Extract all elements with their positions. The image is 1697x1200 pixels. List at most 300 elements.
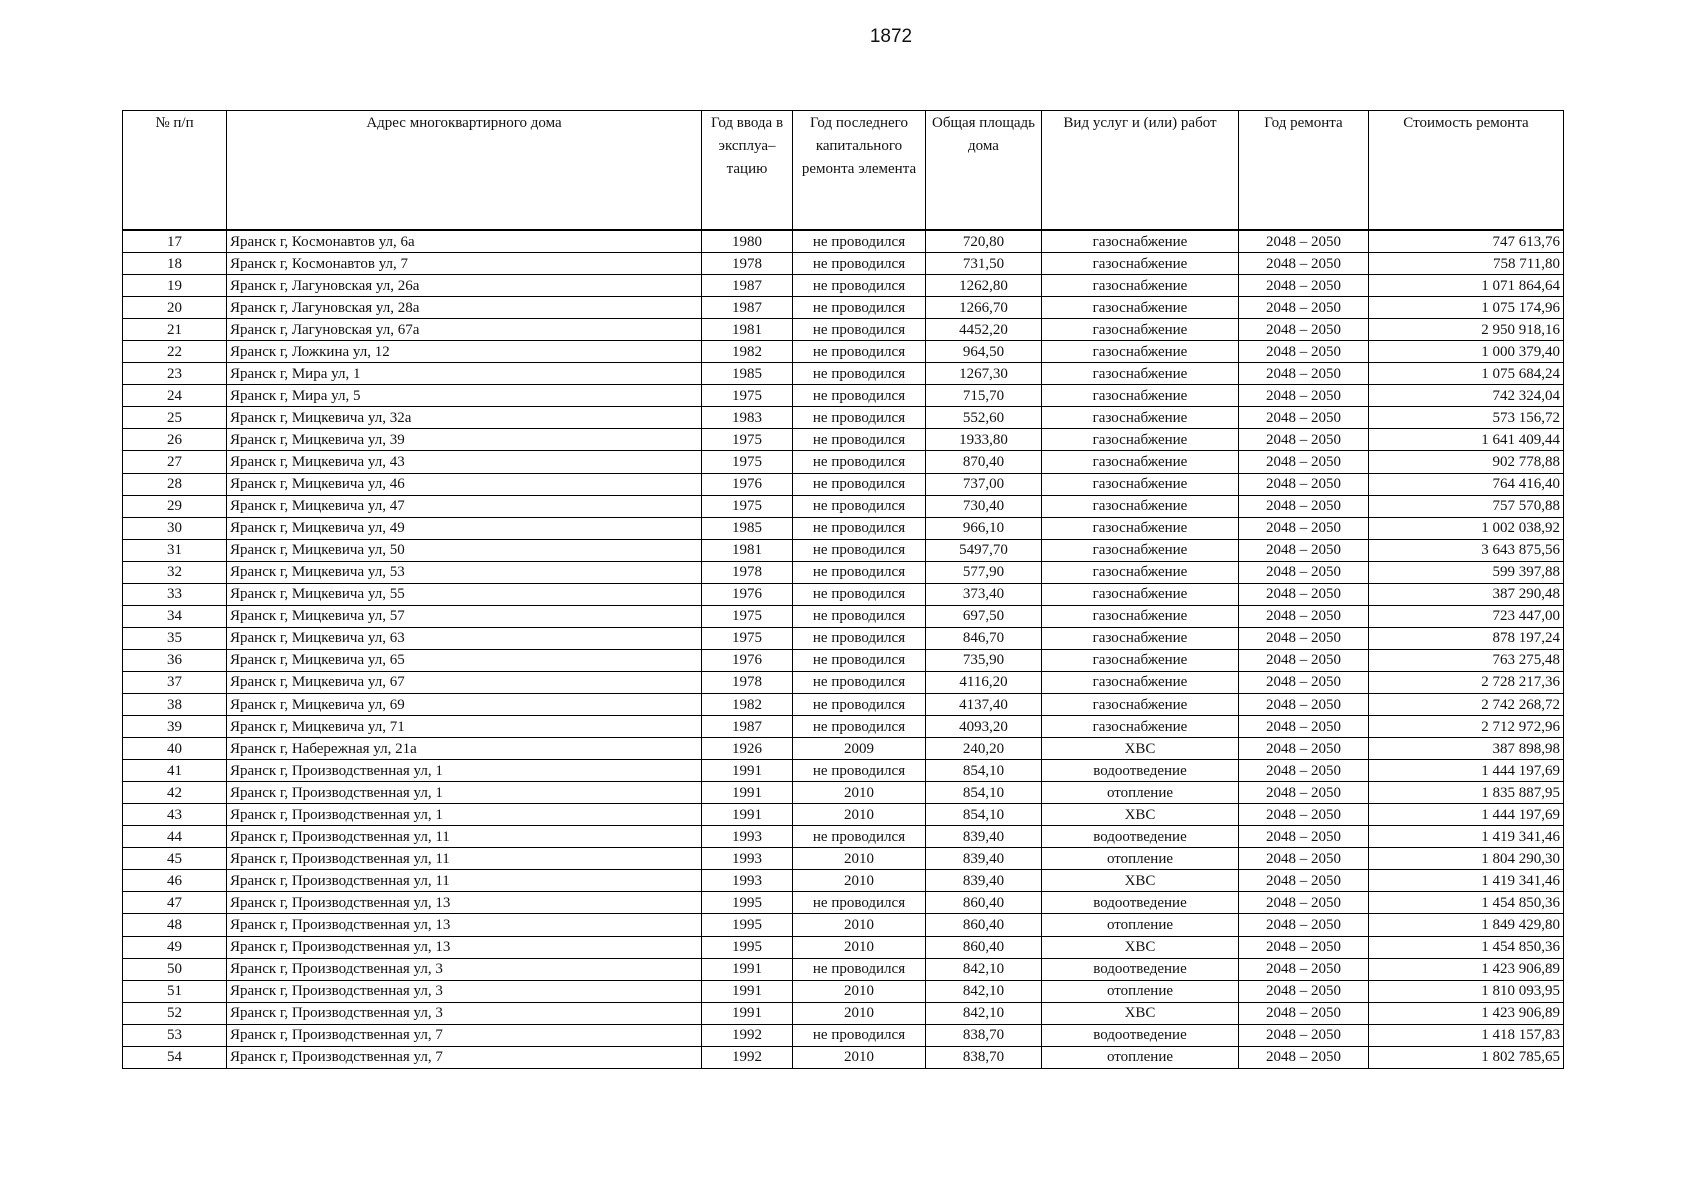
cell-num: 35 [123,627,227,649]
cell-last-repair: не проводился [793,539,926,561]
cell-last-repair: не проводился [793,407,926,429]
cell-num: 17 [123,230,227,253]
cell-service: отопление [1042,914,1239,936]
cell-address: Яранск г, Мицкевича ул, 69 [227,693,702,715]
cell-last-repair: 2010 [793,804,926,826]
cell-repair-year: 2048 – 2050 [1239,870,1369,892]
table-row [123,363,1564,385]
cell-year-built: 1993 [702,826,793,848]
cell-year-built: 1992 [702,1024,793,1046]
cell-repair-year: 2048 – 2050 [1239,319,1369,341]
cell-last-repair: не проводился [793,253,926,275]
cell-num: 46 [123,870,227,892]
cell-address: Яранск г, Космонавтов ул, 6а [227,230,702,253]
cell-cost: 1 444 197,69 [1369,804,1564,826]
cell-year-built: 1991 [702,958,793,980]
table-row [123,539,1564,561]
cell-address: Яранск г, Мицкевича ул, 65 [227,649,702,671]
cell-last-repair: не проводился [793,341,926,363]
cell-area: 240,20 [926,738,1042,760]
cell-repair-year: 2048 – 2050 [1239,848,1369,870]
header-repair-year: Год ремонта [1239,111,1369,231]
cell-num: 34 [123,605,227,627]
cell-year-built: 1980 [702,230,793,253]
cell-num: 39 [123,716,227,738]
cell-service: газоснабжение [1042,319,1239,341]
cell-num: 49 [123,936,227,958]
cell-repair-year: 2048 – 2050 [1239,385,1369,407]
cell-service: газоснабжение [1042,649,1239,671]
cell-area: 4116,20 [926,671,1042,693]
header-num: № п/п [123,111,227,231]
cell-address: Яранск г, Производственная ул, 1 [227,760,702,782]
cell-cost: 878 197,24 [1369,627,1564,649]
cell-address: Яранск г, Производственная ул, 11 [227,826,702,848]
cell-area: 966,10 [926,517,1042,539]
cell-last-repair: 2010 [793,1046,926,1068]
cell-num: 43 [123,804,227,826]
cell-address: Яранск г, Мира ул, 5 [227,385,702,407]
cell-year-built: 1985 [702,517,793,539]
cell-num: 32 [123,561,227,583]
cell-repair-year: 2048 – 2050 [1239,892,1369,914]
cell-address: Яранск г, Производственная ул, 13 [227,892,702,914]
cell-last-repair: не проводился [793,429,926,451]
cell-address: Яранск г, Производственная ул, 13 [227,914,702,936]
cell-repair-year: 2048 – 2050 [1239,341,1369,363]
cell-address: Яранск г, Производственная ул, 3 [227,958,702,980]
cell-last-repair: не проводился [793,671,926,693]
cell-repair-year: 2048 – 2050 [1239,936,1369,958]
cell-last-repair: не проводился [793,958,926,980]
cell-area: 860,40 [926,892,1042,914]
cell-address: Яранск г, Мицкевича ул, 49 [227,517,702,539]
table-row [123,980,1564,1002]
cell-num: 36 [123,649,227,671]
cell-service: водоотведение [1042,1024,1239,1046]
cell-repair-year: 2048 – 2050 [1239,958,1369,980]
cell-num: 19 [123,275,227,297]
cell-area: 1267,30 [926,363,1042,385]
cell-repair-year: 2048 – 2050 [1239,760,1369,782]
cell-area: 552,60 [926,407,1042,429]
table-row [123,561,1564,583]
cell-num: 33 [123,583,227,605]
cell-last-repair: не проводился [793,517,926,539]
cell-cost: 599 397,88 [1369,561,1564,583]
cell-year-built: 1987 [702,275,793,297]
cell-cost: 387 290,48 [1369,583,1564,605]
cell-cost: 757 570,88 [1369,495,1564,517]
cell-cost: 1 802 785,65 [1369,1046,1564,1068]
header-service: Вид услуг и (или) работ [1042,111,1239,231]
cell-repair-year: 2048 – 2050 [1239,275,1369,297]
cell-service: газоснабжение [1042,473,1239,495]
cell-repair-year: 2048 – 2050 [1239,297,1369,319]
cell-last-repair: не проводился [793,561,926,583]
cell-service: ХВС [1042,936,1239,958]
cell-num: 41 [123,760,227,782]
header-area: Общая площадь дома [926,111,1042,231]
cell-num: 18 [123,253,227,275]
cell-last-repair: не проводился [793,275,926,297]
cell-cost: 1 418 157,83 [1369,1024,1564,1046]
cell-cost: 2 712 972,96 [1369,716,1564,738]
header-year-built: Год ввода в эксплуа–тацию [702,111,793,231]
cell-area: 1262,80 [926,275,1042,297]
header-last-repair: Год последнего капитального ремонта элемента [793,111,926,231]
cell-area: 577,90 [926,561,1042,583]
cell-cost: 763 275,48 [1369,649,1564,671]
cell-repair-year: 2048 – 2050 [1239,561,1369,583]
cell-service: газоснабжение [1042,539,1239,561]
cell-service: газоснабжение [1042,693,1239,715]
table-row [123,583,1564,605]
table-row [123,473,1564,495]
cell-area: 839,40 [926,870,1042,892]
cell-area: 854,10 [926,760,1042,782]
cell-service: газоснабжение [1042,275,1239,297]
cell-last-repair: не проводился [793,495,926,517]
cell-address: Яранск г, Лагуновская ул, 28а [227,297,702,319]
cell-num: 37 [123,671,227,693]
cell-address: Яранск г, Производственная ул, 7 [227,1046,702,1068]
cell-num: 30 [123,517,227,539]
table-row [123,605,1564,627]
cell-cost: 1 454 850,36 [1369,892,1564,914]
cell-year-built: 1978 [702,561,793,583]
cell-area: 838,70 [926,1024,1042,1046]
cell-address: Яранск г, Лагуновская ул, 67а [227,319,702,341]
cell-year-built: 1926 [702,738,793,760]
cell-cost: 1 641 409,44 [1369,429,1564,451]
cell-last-repair: не проводился [793,760,926,782]
cell-year-built: 1978 [702,253,793,275]
cell-service: отопление [1042,980,1239,1002]
cell-cost: 1 075 174,96 [1369,297,1564,319]
cell-last-repair: 2010 [793,914,926,936]
cell-num: 54 [123,1046,227,1068]
cell-area: 735,90 [926,649,1042,671]
cell-year-built: 1981 [702,539,793,561]
cell-last-repair: не проводился [793,627,926,649]
cell-year-built: 1982 [702,341,793,363]
cell-area: 860,40 [926,936,1042,958]
cell-service: газоснабжение [1042,495,1239,517]
table-row [123,230,1564,253]
cell-last-repair: не проводился [793,385,926,407]
cell-last-repair: не проводился [793,693,926,715]
cell-repair-year: 2048 – 2050 [1239,1046,1369,1068]
cell-service: газоснабжение [1042,341,1239,363]
cell-repair-year: 2048 – 2050 [1239,253,1369,275]
cell-area: 839,40 [926,826,1042,848]
cell-num: 50 [123,958,227,980]
cell-num: 25 [123,407,227,429]
cell-area: 730,40 [926,495,1042,517]
cell-repair-year: 2048 – 2050 [1239,914,1369,936]
cell-num: 51 [123,980,227,1002]
cell-service: водоотведение [1042,958,1239,980]
cell-last-repair: 2010 [793,980,926,1002]
cell-area: 842,10 [926,958,1042,980]
cell-year-built: 1991 [702,804,793,826]
cell-address: Яранск г, Мицкевича ул, 43 [227,451,702,473]
cell-service: газоснабжение [1042,407,1239,429]
cell-num: 31 [123,539,227,561]
cell-last-repair: не проводился [793,230,926,253]
cell-year-built: 1975 [702,495,793,517]
table-row [123,649,1564,671]
cell-year-built: 1992 [702,1046,793,1068]
cell-address: Яранск г, Производственная ул, 7 [227,1024,702,1046]
cell-num: 21 [123,319,227,341]
cell-repair-year: 2048 – 2050 [1239,804,1369,826]
cell-cost: 2 950 918,16 [1369,319,1564,341]
table-body [123,230,1564,1068]
table-row [123,914,1564,936]
cell-service: отопление [1042,1046,1239,1068]
cell-area: 697,50 [926,605,1042,627]
table-row [123,1046,1564,1068]
cell-repair-year: 2048 – 2050 [1239,583,1369,605]
cell-num: 40 [123,738,227,760]
cell-repair-year: 2048 – 2050 [1239,230,1369,253]
table-row [123,517,1564,539]
cell-year-built: 1976 [702,649,793,671]
cell-num: 27 [123,451,227,473]
cell-area: 842,10 [926,980,1042,1002]
cell-repair-year: 2048 – 2050 [1239,1024,1369,1046]
cell-num: 44 [123,826,227,848]
cell-address: Яранск г, Лагуновская ул, 26а [227,275,702,297]
cell-address: Яранск г, Мицкевича ул, 63 [227,627,702,649]
cell-service: водоотведение [1042,826,1239,848]
cell-area: 4452,20 [926,319,1042,341]
cell-area: 731,50 [926,253,1042,275]
cell-num: 47 [123,892,227,914]
cell-repair-year: 2048 – 2050 [1239,671,1369,693]
cell-area: 860,40 [926,914,1042,936]
cell-repair-year: 2048 – 2050 [1239,627,1369,649]
cell-cost: 758 711,80 [1369,253,1564,275]
cell-address: Яранск г, Производственная ул, 1 [227,804,702,826]
cell-address: Яранск г, Набережная ул, 21а [227,738,702,760]
cell-repair-year: 2048 – 2050 [1239,1002,1369,1024]
cell-num: 22 [123,341,227,363]
cell-service: газоснабжение [1042,297,1239,319]
cell-service: водоотведение [1042,760,1239,782]
cell-last-repair: 2010 [793,1002,926,1024]
cell-year-built: 1995 [702,936,793,958]
cell-last-repair: не проводился [793,892,926,914]
cell-area: 1266,70 [926,297,1042,319]
cell-service: газоснабжение [1042,605,1239,627]
cell-num: 24 [123,385,227,407]
cell-last-repair: не проводился [793,605,926,627]
cell-address: Яранск г, Производственная ул, 13 [227,936,702,958]
cell-last-repair: не проводился [793,297,926,319]
cell-year-built: 1975 [702,605,793,627]
cell-last-repair: не проводился [793,363,926,385]
table-row [123,407,1564,429]
cell-service: газоснабжение [1042,385,1239,407]
cell-cost: 1 419 341,46 [1369,826,1564,848]
table-row [123,936,1564,958]
cell-last-repair: не проводился [793,451,926,473]
cell-num: 38 [123,693,227,715]
cell-last-repair: не проводился [793,826,926,848]
cell-year-built: 1985 [702,363,793,385]
table-row [123,627,1564,649]
table-row [123,892,1564,914]
table-row [123,760,1564,782]
table-row [123,782,1564,804]
cell-cost: 3 643 875,56 [1369,539,1564,561]
cell-repair-year: 2048 – 2050 [1239,716,1369,738]
cell-num: 42 [123,782,227,804]
cell-address: Яранск г, Производственная ул, 11 [227,870,702,892]
cell-year-built: 1991 [702,980,793,1002]
cell-area: 854,10 [926,804,1042,826]
cell-cost: 1 849 429,80 [1369,914,1564,936]
cell-service: ХВС [1042,804,1239,826]
cell-service: водоотведение [1042,892,1239,914]
table-row [123,275,1564,297]
table-row [123,671,1564,693]
cell-cost: 1 002 038,92 [1369,517,1564,539]
cell-repair-year: 2048 – 2050 [1239,649,1369,671]
cell-address: Яранск г, Мицкевича ул, 71 [227,716,702,738]
cell-year-built: 1976 [702,583,793,605]
cell-address: Яранск г, Мицкевича ул, 55 [227,583,702,605]
table-row [123,385,1564,407]
cell-year-built: 1991 [702,1002,793,1024]
cell-service: отопление [1042,782,1239,804]
cell-year-built: 1975 [702,451,793,473]
cell-last-repair: 2010 [793,936,926,958]
cell-address: Яранск г, Мицкевича ул, 50 [227,539,702,561]
cell-area: 1933,80 [926,429,1042,451]
cell-cost: 1 423 906,89 [1369,958,1564,980]
cell-last-repair: не проводился [793,473,926,495]
cell-repair-year: 2048 – 2050 [1239,539,1369,561]
cell-cost: 1 071 864,64 [1369,275,1564,297]
header-address: Адрес многоквартирного дома [227,111,702,231]
cell-cost: 902 778,88 [1369,451,1564,473]
cell-last-repair: 2010 [793,782,926,804]
cell-area: 373,40 [926,583,1042,605]
table-row [123,495,1564,517]
table-row [123,341,1564,363]
cell-num: 28 [123,473,227,495]
cell-year-built: 1975 [702,385,793,407]
cell-repair-year: 2048 – 2050 [1239,980,1369,1002]
table-row [123,1024,1564,1046]
cell-repair-year: 2048 – 2050 [1239,605,1369,627]
cell-area: 854,10 [926,782,1042,804]
header-row [123,111,1564,231]
cell-last-repair: не проводился [793,649,926,671]
cell-repair-year: 2048 – 2050 [1239,826,1369,848]
cell-address: Яранск г, Производственная ул, 1 [227,782,702,804]
cell-last-repair: 2009 [793,738,926,760]
cell-num: 26 [123,429,227,451]
cell-cost: 2 742 268,72 [1369,693,1564,715]
cell-last-repair: не проводился [793,583,926,605]
table-row [123,319,1564,341]
cell-year-built: 1987 [702,297,793,319]
cell-service: газоснабжение [1042,230,1239,253]
table-row [123,451,1564,473]
cell-last-repair: не проводился [793,319,926,341]
cell-year-built: 1993 [702,870,793,892]
cell-year-built: 1987 [702,716,793,738]
cell-address: Яранск г, Мицкевича ул, 67 [227,671,702,693]
table-header [123,111,1564,231]
table-row [123,848,1564,870]
cell-address: Яранск г, Производственная ул, 11 [227,848,702,870]
cell-year-built: 1981 [702,319,793,341]
cell-last-repair: не проводился [793,1024,926,1046]
cell-area: 842,10 [926,1002,1042,1024]
table-row [123,870,1564,892]
cell-service: отопление [1042,848,1239,870]
cell-year-built: 1995 [702,892,793,914]
cell-address: Яранск г, Мицкевича ул, 47 [227,495,702,517]
cell-repair-year: 2048 – 2050 [1239,473,1369,495]
cell-cost: 1 810 093,95 [1369,980,1564,1002]
cell-address: Яранск г, Мицкевича ул, 46 [227,473,702,495]
cell-area: 964,50 [926,341,1042,363]
cell-last-repair: 2010 [793,870,926,892]
cell-area: 4137,40 [926,693,1042,715]
cell-repair-year: 2048 – 2050 [1239,407,1369,429]
table-row [123,958,1564,980]
cell-cost: 2 728 217,36 [1369,671,1564,693]
cell-area: 5497,70 [926,539,1042,561]
table-row [123,738,1564,760]
cell-repair-year: 2048 – 2050 [1239,738,1369,760]
cell-address: Яранск г, Производственная ул, 3 [227,1002,702,1024]
cell-last-repair: не проводился [793,716,926,738]
cell-area: 737,00 [926,473,1042,495]
repair-schedule-table [122,110,1564,1069]
table-row [123,716,1564,738]
cell-address: Яранск г, Космонавтов ул, 7 [227,253,702,275]
cell-service: газоснабжение [1042,517,1239,539]
cell-num: 48 [123,914,227,936]
cell-num: 29 [123,495,227,517]
cell-service: газоснабжение [1042,583,1239,605]
cell-num: 53 [123,1024,227,1046]
table-row [123,297,1564,319]
cell-year-built: 1995 [702,914,793,936]
cell-address: Яранск г, Мицкевича ул, 32а [227,407,702,429]
cell-cost: 747 613,76 [1369,230,1564,253]
cell-address: Яранск г, Мира ул, 1 [227,363,702,385]
header-cost: Стоимость ремонта [1369,111,1564,231]
cell-cost: 1 419 341,46 [1369,870,1564,892]
cell-service: ХВС [1042,738,1239,760]
cell-cost: 1 075 684,24 [1369,363,1564,385]
cell-num: 52 [123,1002,227,1024]
page-number: 1872 [869,26,913,47]
cell-address: Яранск г, Мицкевича ул, 53 [227,561,702,583]
table-row [123,253,1564,275]
cell-service: ХВС [1042,1002,1239,1024]
table-row [123,1002,1564,1024]
